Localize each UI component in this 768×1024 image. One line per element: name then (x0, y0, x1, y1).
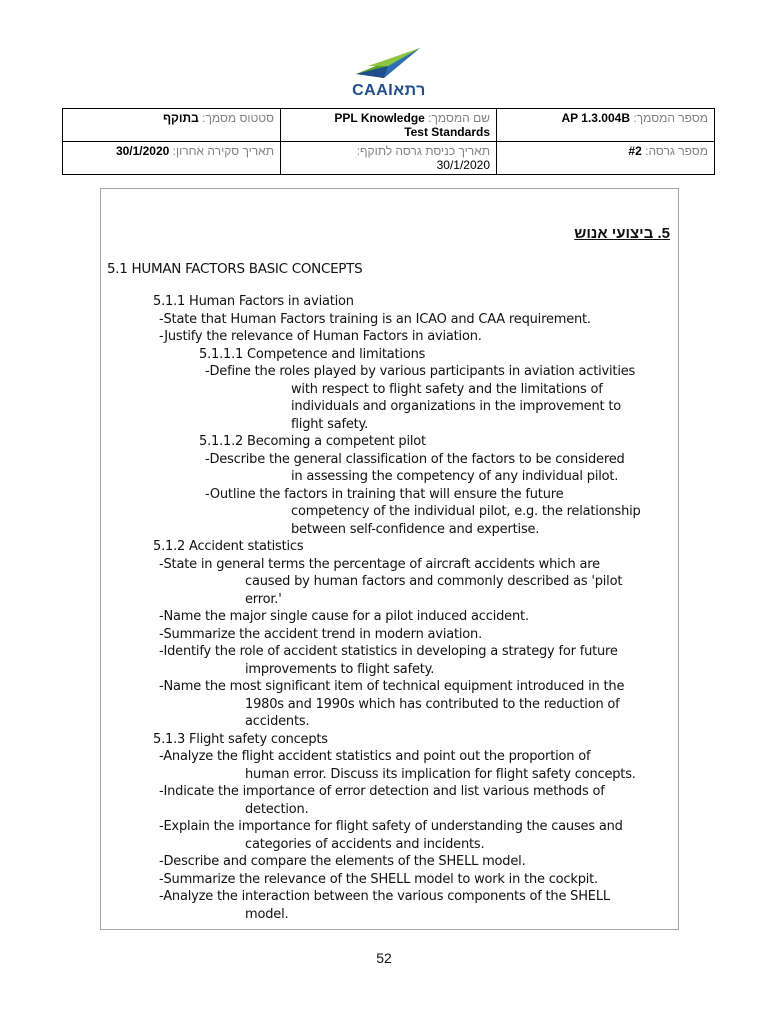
objective-line: -Name the most significant item of technical equipment introduced in the (159, 679, 625, 694)
logo-text-he: רתא (393, 82, 426, 99)
objective-line: -Analyze the interaction between the various components of the SHELL (159, 889, 610, 904)
objective-continuation: model. (245, 906, 289, 922)
objective-continuation: error.' (245, 591, 282, 607)
effective-date-value: 30/1/2020 (436, 158, 490, 172)
subsubsection-title: 5.1.1.1 Competence and limitations (199, 346, 426, 362)
objective-continuation: categories of accidents and incidents. (245, 836, 485, 852)
objective-line: -Justify the relevance of Human Factors in aviation. (159, 329, 482, 344)
objective-continuation: caused by human factors and commonly described as 'pilot (245, 574, 623, 589)
objective-line: -Define the roles played by various participants in aviation activities (205, 364, 636, 379)
paper-plane-icon (354, 44, 424, 82)
status-value: בתוקף (162, 111, 199, 125)
subsection-title: 5.1.3 Flight safety concepts (153, 731, 328, 747)
version-label: מספר גרסה: (645, 144, 708, 158)
logo-text-en: CAAI (352, 82, 394, 99)
objective-continuation: competency of the individual pilot, e.g. the relationship (291, 504, 641, 519)
objective-line: -Explain the importance for flight safety of understanding the causes and (159, 819, 623, 834)
subsection-title: 5.1.1 Human Factors in aviation (153, 294, 354, 309)
objective-line: -State that Human Factors training is an ICAO and CAA requirement. (159, 311, 591, 327)
chapter-heading: 5. ביצועי אנוש (574, 225, 670, 242)
objective-continuation: detection. (245, 801, 309, 817)
logo-wordmark (348, 82, 430, 100)
objective-continuation: accidents. (245, 714, 310, 729)
status-label: סטטוס מסמך: (202, 111, 274, 125)
subsection-title: 5.1.2 Accident statistics (153, 539, 304, 554)
doc-number-value: AP 1.3.004B (561, 111, 630, 125)
page-number: 52 (376, 950, 392, 966)
doc-name-line2: Test Standards (404, 125, 490, 139)
content-frame (100, 188, 679, 930)
objective-continuation: flight safety. (291, 416, 369, 432)
syllabus-body (101, 293, 680, 923)
status-cell (63, 109, 281, 142)
objective-line: -Summarize the relevance of the SHELL model to work in the cockpit. (159, 871, 598, 887)
objective-line: -Identify the role of accident statistics in developing a strategy for future (159, 644, 618, 659)
objective-continuation: with respect to flight safety and the limitations of (291, 381, 603, 397)
objective-line: -Outline the factors in training that will ensure the future (205, 486, 564, 502)
objective-line: -Name the major single cause for a pilot induced accident. (159, 609, 529, 624)
objective-continuation: in assessing the competency of any individual pilot. (291, 469, 619, 484)
version-cell (497, 142, 715, 175)
doc-name-cell (281, 109, 497, 142)
last-review-value: 30/1/2020 (115, 144, 170, 158)
objective-line: -Describe the general classification of the factors to be considered (205, 451, 625, 467)
objective-continuation: human error. Discuss its implication for flight safety concepts. (245, 766, 636, 782)
doc-name-line1: PPL Knowledge (334, 111, 425, 125)
objective-line: -State in general terms the percentage of aircraft accidents which are (159, 556, 600, 572)
doc-name-label: שם המסמך: (428, 111, 490, 125)
objective-line: -Describe and compare the elements of the SHELL model. (159, 854, 526, 869)
doc-number-cell (497, 109, 715, 142)
doc-number-label: מספר המסמך: (633, 111, 708, 125)
effective-date-label: תאריך כניסת גרסה לתוקף: (356, 144, 490, 158)
objective-line: -Indicate the importance of error detection and list various methods of (159, 784, 605, 799)
last-review-label: תאריך סקירה אחרון: (172, 144, 274, 158)
document-header-table (62, 108, 715, 175)
objective-line: -Summarize the accident trend in modern aviation. (159, 626, 483, 642)
objective-continuation: improvements to flight safety. (245, 661, 435, 677)
objective-continuation: 1980s and 1990s which has contributed to the reduction of (245, 696, 620, 712)
last-review-cell (63, 142, 281, 175)
subsubsection-title: 5.1.1.2 Becoming a competent pilot (199, 434, 426, 449)
version-value: #2 (628, 144, 642, 158)
objective-line: -Analyze the flight accident statistics and point out the proportion of (159, 749, 591, 764)
caai-logo (348, 44, 430, 102)
section-title: 5.1 HUMAN FACTORS BASIC CONCEPTS (107, 261, 363, 277)
objective-continuation: between self-confidence and expertise. (291, 521, 540, 537)
objective-continuation: individuals and organizations in the improvement to (291, 399, 621, 414)
effective-date-cell (281, 142, 497, 175)
